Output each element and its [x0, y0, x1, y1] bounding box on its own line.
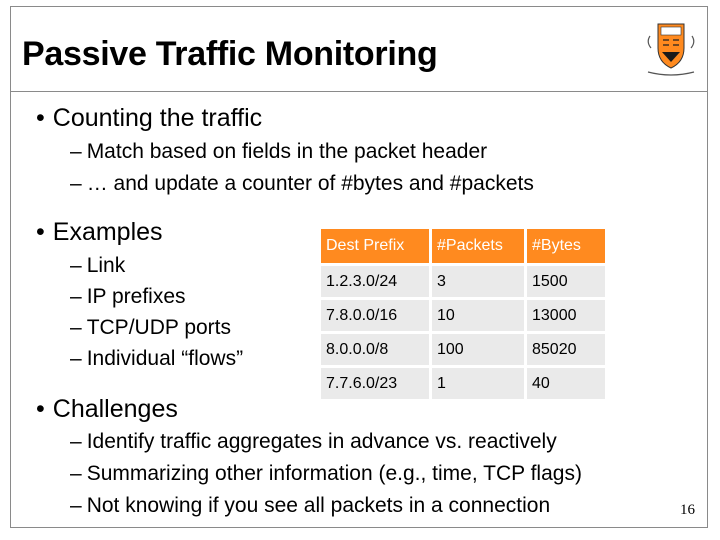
- table-header-row: [321, 229, 605, 263]
- sub-bullet-text: Not knowing if you see all packets in a connection: [86, 494, 551, 517]
- sub-bullet: [70, 254, 125, 278]
- sub-bullet: [70, 172, 534, 196]
- dash: –: [70, 140, 82, 163]
- sub-bullet: [70, 462, 582, 486]
- bullet-counting: [36, 104, 262, 133]
- table-cell: 1.2.3.0/24: [321, 266, 429, 297]
- table-cell: 1500: [527, 266, 605, 297]
- page-number: 16: [680, 502, 695, 518]
- table-cell: 7.7.6.0/23: [321, 368, 429, 399]
- dash: –: [70, 172, 82, 195]
- sub-bullet: [70, 140, 487, 164]
- column-header: Dest Prefix: [321, 229, 429, 263]
- bullet-dot: •: [36, 218, 45, 246]
- sub-bullet: [70, 347, 243, 371]
- sub-bullet-text: Identify traffic aggregates in advance vs. reactively: [86, 430, 557, 453]
- sub-bullet-text: TCP/UDP ports: [86, 316, 232, 339]
- column-header: #Bytes: [527, 229, 605, 263]
- table-row: [321, 368, 605, 399]
- sub-bullet-text: IP prefixes: [86, 285, 186, 308]
- table-row: [321, 266, 605, 297]
- sub-bullet-text: Link: [86, 254, 126, 277]
- dash: –: [70, 347, 82, 370]
- sub-bullet-text: Individual “flows”: [86, 347, 244, 370]
- title-bar: [10, 6, 708, 92]
- table-cell: 10: [432, 300, 524, 331]
- bullet-text: Counting the traffic: [52, 104, 263, 132]
- bullet-dot: •: [36, 395, 45, 423]
- column-header: #Packets: [432, 229, 524, 263]
- table-cell: 3: [432, 266, 524, 297]
- bullet-challenges: [36, 395, 178, 424]
- dash: –: [70, 462, 82, 485]
- sub-bullet-text: Match based on fields in the packet header: [86, 140, 488, 163]
- bullet-dot: •: [36, 104, 45, 132]
- dash: –: [70, 494, 82, 517]
- table-cell: 100: [432, 334, 524, 365]
- dash: –: [70, 285, 82, 308]
- table-cell: 13000: [527, 300, 605, 331]
- bullet-text: Examples: [52, 218, 163, 246]
- bullet-text: Challenges: [52, 395, 178, 423]
- table-row: [321, 300, 605, 331]
- prefix-counter-table: [318, 226, 608, 402]
- slide-title: Passive Traffic Monitoring: [22, 35, 438, 73]
- sub-bullet: [70, 285, 186, 309]
- princeton-shield-icon: [644, 18, 698, 80]
- table-cell: 8.0.0.0/8: [321, 334, 429, 365]
- sub-bullet: [70, 494, 550, 518]
- dash: –: [70, 430, 82, 453]
- dash: –: [70, 254, 82, 277]
- table-cell: 85020: [527, 334, 605, 365]
- bullet-examples: [36, 218, 163, 247]
- table-cell: 1: [432, 368, 524, 399]
- sub-bullet: [70, 316, 231, 340]
- table-cell: 7.8.0.0/16: [321, 300, 429, 331]
- sub-bullet-text: Summarizing other information (e.g., time, TCP flags): [86, 462, 582, 485]
- sub-bullet-text: … and update a counter of #bytes and #packets: [86, 172, 534, 195]
- sub-bullet: [70, 430, 557, 454]
- table-cell: 40: [527, 368, 605, 399]
- table-row: [321, 334, 605, 365]
- dash: –: [70, 316, 82, 339]
